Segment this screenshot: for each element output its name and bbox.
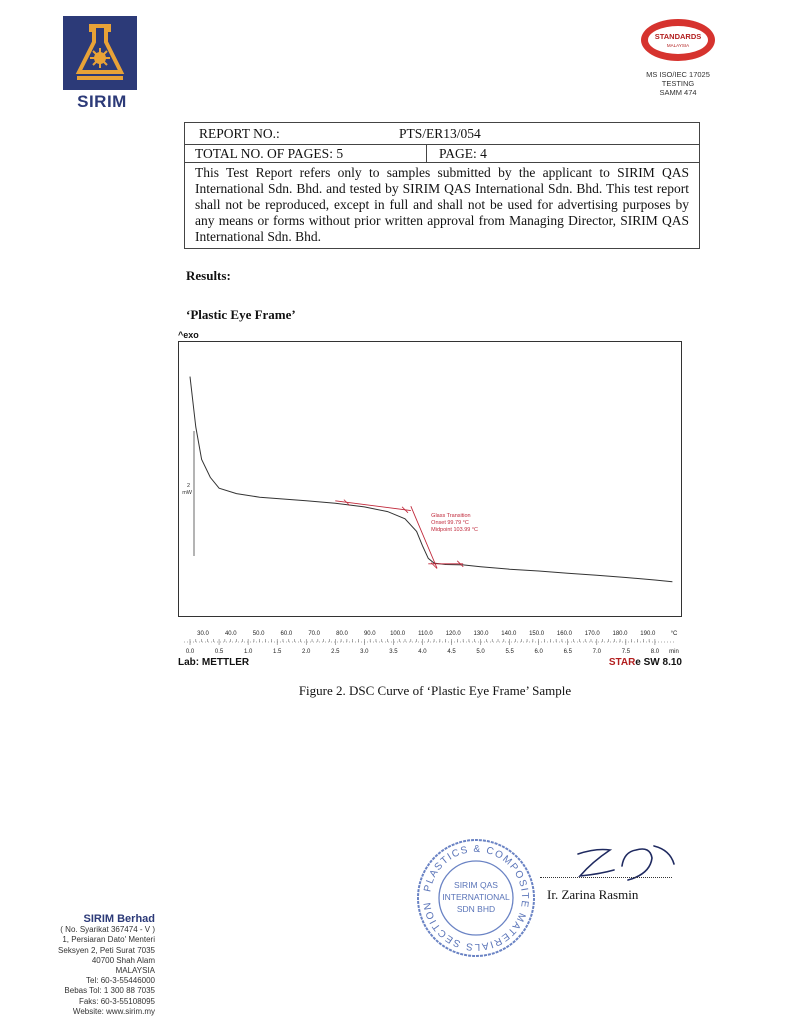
time-tick-label: 1.0 (243, 649, 253, 655)
company-name: SIRIM Berhad (83, 913, 155, 925)
accreditation-line: SAMM 474 (659, 88, 697, 97)
temperature-tick-label: 140.0 (501, 631, 517, 637)
time-tick-label: 4.0 (418, 649, 427, 655)
temperature-unit-label: °C (670, 631, 678, 637)
software-label (609, 657, 682, 668)
time-tick-label: 8.0 (650, 649, 660, 655)
time-tick-label: 7.0 (592, 649, 601, 655)
company-stamp (414, 836, 538, 960)
stamp-line: INTERNATIONAL (442, 892, 510, 902)
report-disclaimer: This Test Report refers only to samples submitted by the applicant to SIRIM QAS International Sdn. Bhd. and tested by SIRIM QAS International Sdn. Bhd. This test report shall not be reproduced, except in full and shall not be used for advertising purposes by any means or forms without prior written approval from Managing Director, SIRIM QAS International Sdn. Bhd. (195, 165, 689, 244)
temperature-tick-label: 180.0 (612, 631, 628, 637)
address-line: 40700 Shah Alam (91, 955, 155, 965)
time-unit-label: min (669, 649, 679, 655)
signature-line (540, 877, 672, 878)
temperature-tick-label: 150.0 (529, 631, 545, 637)
address-line: MALAYSIA (115, 966, 155, 976)
signer-name: Ir. Zarina Rasmin (547, 887, 639, 902)
address-line: Faks: 60-3-55108095 (78, 996, 155, 1006)
pages-row (185, 145, 699, 163)
annotation-title: Glass Transition (431, 513, 471, 519)
lab-label: Lab: METTLER (178, 657, 250, 668)
address-line: Tel: 60-3-55446000 (86, 976, 155, 986)
temperature-tick-label: 90.0 (363, 631, 376, 637)
time-tick-label: 5.0 (476, 649, 485, 655)
scale-bar-value: 2 (186, 483, 190, 489)
time-tick-label: 3.5 (389, 649, 398, 655)
accreditation-line: MS ISO/IEC 17025 (646, 70, 710, 79)
address-line: Website: www.sirim.my (72, 1006, 155, 1016)
temperature-tick-label: 100.0 (390, 631, 406, 637)
time-tick-label: 2.5 (331, 649, 340, 655)
time-tick-label: 6.0 (534, 649, 543, 655)
accreditation-mark (628, 18, 728, 97)
figure-caption: Figure 2. DSC Curve of ‘Plastic Eye Frame’ Sample (298, 683, 572, 698)
time-tick-label: 2.0 (302, 649, 311, 655)
temperature-tick-label: 80.0 (336, 631, 348, 637)
report-number-row (185, 123, 699, 145)
temperature-tick-label: 50.0 (252, 631, 265, 637)
report-number-label: REPORT NO.: (199, 125, 280, 141)
temperature-tick-label: 120.0 (445, 631, 461, 637)
scale-bar-unit: mW (182, 490, 192, 496)
dsc-chart (178, 341, 682, 657)
page-number: PAGE: 4 (439, 145, 487, 161)
address-line: Bebas Tol: 1 300 88 7035 (64, 986, 155, 996)
temperature-tick-label: 110.0 (418, 631, 433, 637)
software-version: e SW 8.10 (635, 657, 682, 668)
time-tick-label: 1.5 (273, 649, 282, 655)
standards-malaysia-badge (640, 18, 716, 62)
sirim-logo (63, 16, 141, 112)
logo-wordmark: SIRIM (77, 92, 127, 111)
temperature-tick-label: 170.0 (584, 631, 600, 637)
report-number-value: PTS/ER13/054 (399, 125, 481, 141)
annotation-onset: Onset 99.79 °C (431, 520, 469, 526)
software-brand: STAR (608, 657, 636, 668)
temperature-tick-label: 40.0 (224, 631, 237, 637)
temperature-tick-label: 60.0 (280, 631, 293, 637)
temperature-tick-label: 160.0 (556, 631, 572, 637)
total-pages: TOTAL NO. OF PAGES: 5 (185, 145, 427, 162)
svg-text:STANDARDS: STANDARDS (654, 32, 702, 41)
temperature-tick-label: 130.0 (473, 631, 489, 637)
temperature-tick-label: 30.0 (197, 631, 209, 637)
handwritten-signature (570, 840, 680, 886)
temperature-tick-label: 190.0 (640, 631, 656, 637)
stamp-line: SIRIM QAS (454, 880, 498, 890)
time-tick-label: 3.0 (360, 649, 369, 655)
results-heading: Results: (186, 268, 231, 283)
stamp-line: SDN BHD (456, 904, 496, 914)
time-tick-label: 0.5 (214, 649, 224, 655)
accreditation-text (628, 70, 728, 97)
time-tick-label: 6.5 (563, 649, 572, 655)
stamp-outer-text: PLASTICS & COMPOSITE MATERIALS SECTION (421, 843, 531, 953)
axis-ticks (184, 631, 679, 655)
accreditation-line: TESTING (661, 79, 695, 88)
address-line: 1, Persiaran Dato' Menteri (62, 935, 155, 945)
address-line: ( No. Syarikat 367474 - V ) (60, 925, 155, 935)
time-tick-label: 0.0 (185, 649, 195, 655)
sample-heading: ‘Plastic Eye Frame’ (186, 307, 296, 322)
exo-label: ^exo (178, 330, 199, 340)
flask-gear-icon (63, 16, 137, 90)
time-tick-label: 4.5 (447, 649, 456, 655)
time-tick-label: 5.5 (505, 649, 514, 655)
company-address (20, 914, 155, 1017)
svg-text:MALAYSIA: MALAYSIA (666, 43, 690, 48)
annotation-midpoint: Midpoint 103.99 °C (431, 527, 479, 533)
plot-frame (179, 342, 682, 617)
address-line: Seksyen 2, Peti Surat 7035 (58, 945, 155, 955)
time-tick-label: 7.5 (621, 649, 631, 655)
report-header-table (184, 122, 700, 249)
temperature-tick-label: 70.0 (308, 631, 321, 637)
